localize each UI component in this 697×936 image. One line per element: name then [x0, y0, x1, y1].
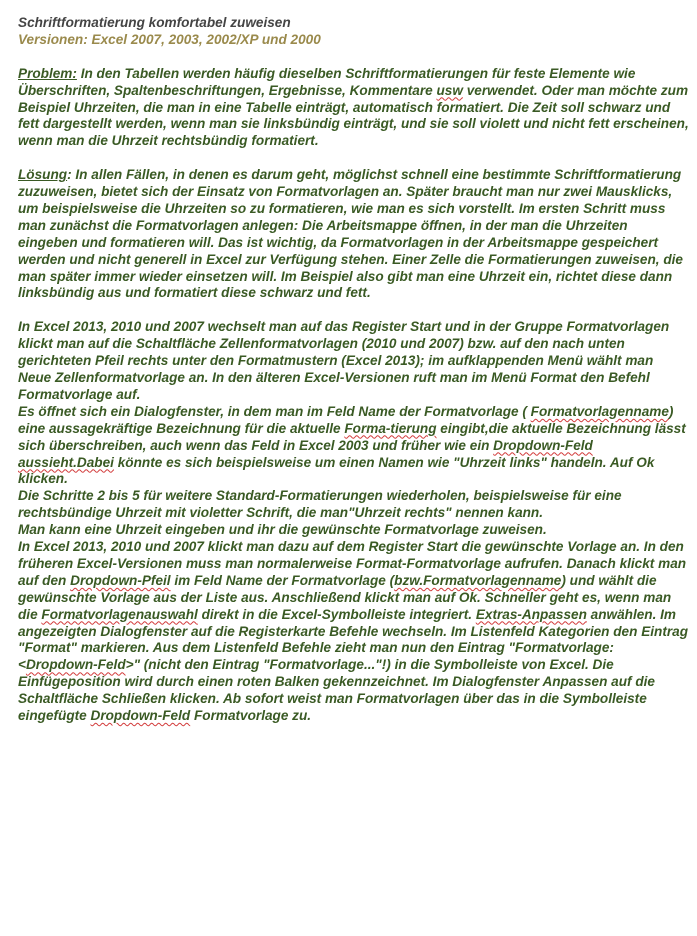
step-paragraph-1: In Excel 2013, 2010 und 2007 wechselt man auf das Register Start und in der Gruppe Formatvorlagen klickt man auf die Schaltfläche Zellenformatvorlagen (2010 und 2007) bzw. auf den nach unten gerichteten Pfeil rechts unter den Formatmustern (Excel 2013); im aufklappenden Menü wählt man Neue Zellenformatvorlage an. In den älteren Excel-Versionen ruft man im Menü Format den Befehl Formatvorlage auf. [18, 319, 670, 402]
spellcheck-word: Extras-Anpassen [475, 606, 587, 622]
document-title: Schriftformatierung komfortabel zuweisen [18, 15, 291, 30]
problem-paragraph [18, 66, 690, 151]
spellcheck-word: Formatvorlagenauswahl [41, 606, 198, 622]
solution-label: Lösung [18, 167, 68, 183]
problem-text: In den Tabellen werden häufig dieselben Schriftformatierungen für feste Elemente wie Überschriften, Spaltenbeschriftungen, Ergebnisse, Kommentare usw verwendet. Oder man möchte zum Beispiel Uhrzeiten, die man in eine Tabelle einträgt, automatisch formatiert. Die Zeit soll schwarz und fett dargestellt werden, wenn man sie linksbündig einträgt, und sie soll violett und nicht fett erscheinen, wenn man die Uhrzeit rechtsbündig formatiert. [18, 65, 689, 149]
solution-paragraph [18, 167, 690, 302]
step-paragraph-3: Die Schritte 2 bis 5 für weitere Standard-Formatierungen wiederholen, beispielsweise für eine rechtsbündige Uhrzeit mit violetter Schrift, die man"Uhrzeit rechts" nennen kann. [18, 488, 622, 521]
versions-line: Versionen: Excel 2007, 2003, 2002/XP und 2000 [18, 31, 321, 47]
spellcheck-word: Forma-tierung [344, 420, 437, 436]
solution-text: : In allen Fällen, in denen es darum geht, möglichst schnell eine bestimmte Schriftformatierung zuzuweisen, bietet sich der Einsatz von Formatvorlagen an. Später braucht man nur zwei Mausklicks, um beispielsweise die Uhrzeiten so zu formatieren, wie man es sich vorstellt. Im ersten Schritt muss man zunächst die Formatvorlagen anlegen: Die Arbeitsmappe öffnen, in der man die Uhrzeiten eingeben und formatieren will. Das ist wichtig, da Formatvorlagen in der Arbeitsmappe gespeichert werden und nicht generell in Excel zur Verfügung stehen. Einer Zelle die Formatierungen zuweisen, die man später immer wieder einsetzen will. Im Beispiel also gibt man eine Uhrzeit ein, richtet diese dann linksbündig aus und formatiert diese schwarz und fett. [18, 167, 683, 301]
problem-label: Problem: [18, 65, 77, 81]
paragraph-gap [18, 302, 690, 319]
spellcheck-word: Dropdown-Feld aussieht.Dabei [18, 437, 593, 470]
paragraph-gap [18, 150, 690, 167]
step-paragraph-2: Es öffnet sich ein Dialogfenster, in dem man im Feld Name der Formatvorlage ( Formatvorlagenname) eine aussagekräftige Bezeichnung für die aktuelle Forma-tierung eingibt,die aktuelle Bezeichnung lässt sich überschreiben, auch wenn das Feld in Excel 2003 und früher wie ein Dropdown-Feld aussieht.Dabei könnte es sich beispielsweise um einen Namen wie "Uhrzeit links" handeln. Auf Ok klicken. [18, 403, 686, 487]
spellcheck-word: Dropdown-Feld [25, 657, 126, 673]
spellcheck-word: Dropdown-Pfeil [70, 572, 171, 588]
step-paragraph-5: In Excel 2013, 2010 und 2007 klickt man dazu auf dem Register Start die gewünschte Vorlage an. In den früheren Excel-Versionen muss man normalerweise Format-Formatvorlage aufrufen. Danach klickt man auf den Dropdown-Pfeil im Feld Name der Formatvorlage (bzw.Formatvorlagenname) und wählt die gewünschte Vorlage aus der Liste aus. Anschließend klickt man auf Ok. Schneller geht es, wenn man die Formatvorlagenauswahl direkt in die Excel-Symbolleiste integriert. Extras-Anpassen anwählen. Im angezeigten Dialogfenster auf die Registerkarte Befehle wechseln. Im Listenfeld Kategorien den Eintrag "Format" markieren. Aus dem Listenfeld Befehle zieht man nun den Eintrag "Formatvorlage: <Dropdown-Feld>" (nicht den Eintrag "Formatvorlage..."!) in die Symbolleiste von Excel. Die Einfügeposition wird durch einen roten Balken gekennzeichnet. Im Dialogfenster Anpassen auf die Schaltfläche Schließen klicken. Ab sofort weist man Formatvorlagen über das in die Symbolleiste eingefügte Dropdown-Feld Formatvorlage zu. [18, 539, 689, 724]
spellcheck-word: Dropdown-Feld [90, 708, 191, 724]
spellcheck-word: Formatvorlagenname [530, 403, 669, 419]
document-page [18, 15, 690, 725]
step-paragraph-4: Man kann eine Uhrzeit eingeben und ihr die gewünschte Formatvorlage zuweisen. [18, 522, 547, 538]
spellcheck-word: bzw.Formatvorlagenname [394, 572, 562, 588]
spellcheck-word: usw [436, 82, 463, 98]
